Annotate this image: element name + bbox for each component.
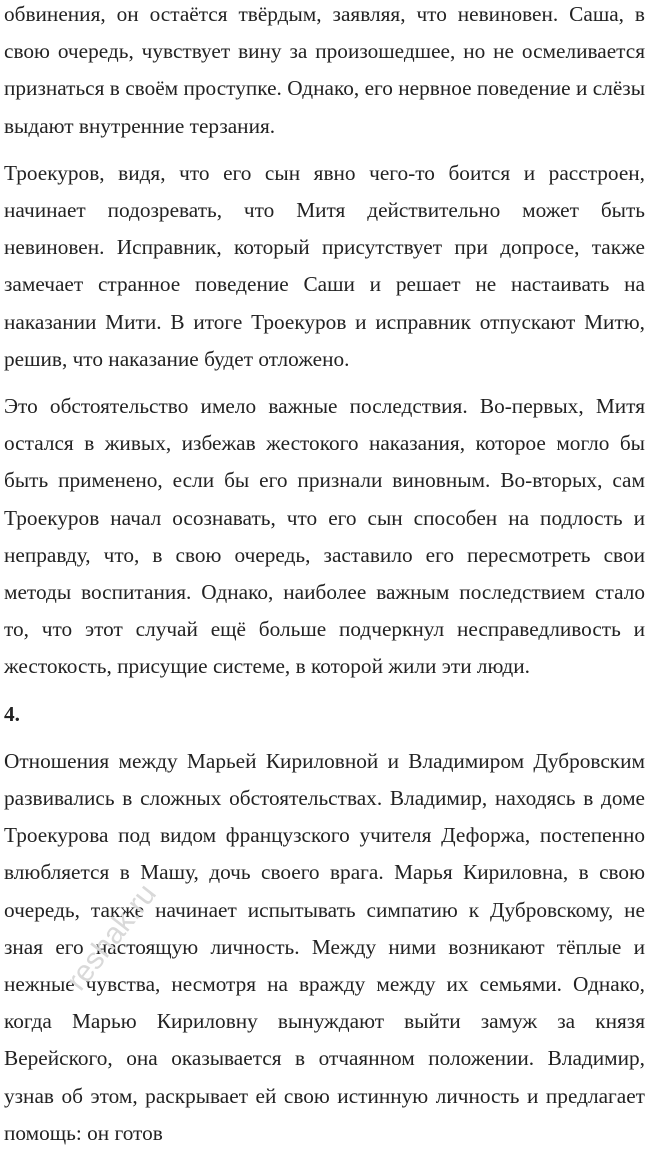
- paragraph-1: обвинения, он остаётся твёрдым, заявляя, что невиновен. Саша, в свою очередь, чувствует вину за произошедшее, но не осмеливается признаться в своём проступке. Однако, его нервное поведение и слёзы выдают внутренние терзания.: [4, 2, 645, 138]
- paragraph-2: Троекуров, видя, что его сын явно чего-то боится и расстроен, начинает подозревать, что Митя действительно может быть невиновен. Исправник, который присутствует при допросе, также замечает странное поведение Саши и решает не настаивать на наказании Мити. В итоге Троекуров и исправник отпускают Митю, решив, что наказание будет отложено.: [4, 160, 645, 371]
- section-paragraph-1: Отношения между Марьей Кириловной и Владимиром Дубровским развивались в сложных обстоятельствах. Владимир, находясь в доме Троекурова под видом французского учителя Дефоржа, постепенно влюбляется в Машу, дочь своего врага. Марья Кириловна, в свою очередь, также начинает испытывать симпатию к Дубровскому, не зная его настоящую личность. Между ними возникают тёплые и нежные чувства, несмотря на вражду между их семьями. Однако, когда Марью Кириловну вынуждают выйти замуж за князя Верейского, она оказывается в отчаянном положении. Владимир, узнав об этом, раскрывает ей свою истинную личность и предлагает помощь: он готов: [4, 748, 645, 1145]
- paragraph-3: Это обстоятельство имело важные последствия. Во-первых, Митя остался в живых, избежав жестокого наказания, которое могло бы быть применено, если бы его признали виновным. Во-вторых, сам Троекуров начал осознавать, что его сын способен на подлость и неправду, что, в свою очередь, заставило его пересмотреть свои методы воспитания. Однако, наиболее важным последствием стало то, что этот случай ещё больше подчеркнул несправедливость и жестокость, присущие системе, в которой жили эти люди.: [4, 394, 645, 679]
- section-number: 4.: [4, 701, 20, 726]
- document-body: [4, 0, 645, 1162]
- watermark-text: reshak.ru: [59, 877, 163, 997]
